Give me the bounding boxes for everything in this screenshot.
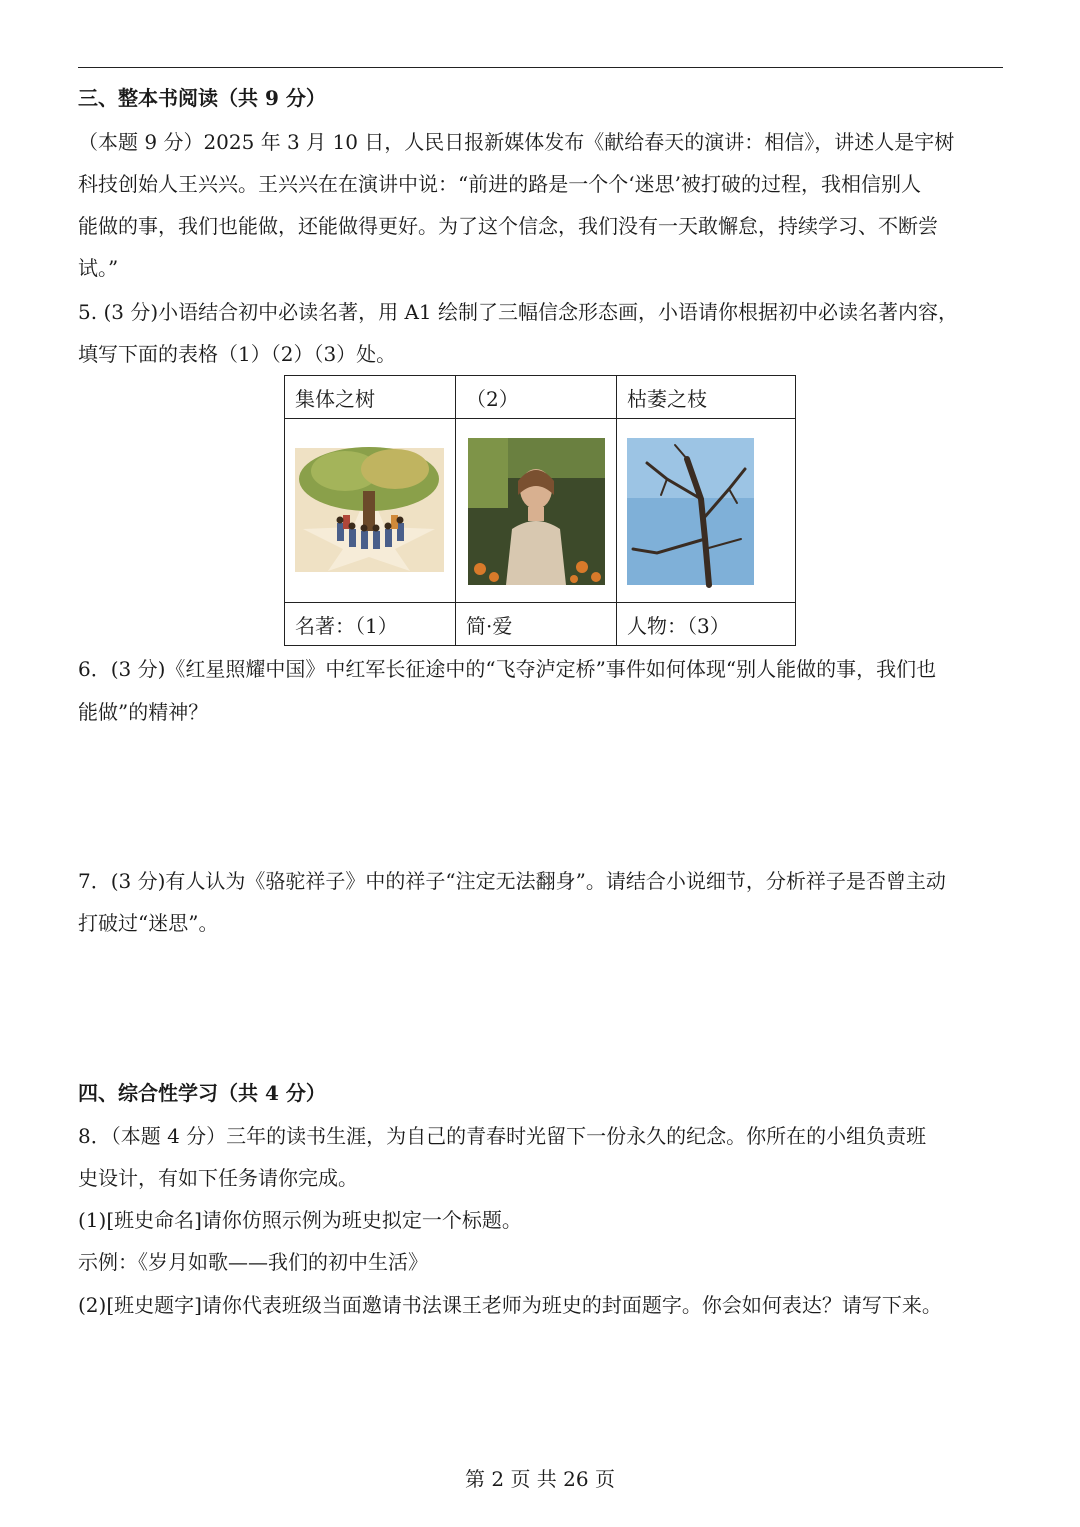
table-footer-cell: 名著：（1） xyxy=(285,603,456,646)
section3-title: 三、整本书阅读（共 9 分） xyxy=(78,86,326,110)
subquestion-2: (2)[班史题字]请你代表班级当面邀请书法课王老师为班史的封面题字。你会如何表达？请写下来。 xyxy=(78,1293,942,1317)
question-8-line: 史设计，有如下任务请你完成。 xyxy=(78,1166,358,1190)
table-image-cell xyxy=(285,419,456,603)
section4-title: 四、综合性学习（共 4 分） xyxy=(78,1081,326,1105)
question-6-line: 能做”的精神？ xyxy=(78,700,209,724)
intro-line: 科技创始人王兴兴。王兴兴在在演讲中说：“前进的路是一个个‘迷思’被打破的过程，我相信别人 xyxy=(78,172,921,196)
table-image-cell xyxy=(456,419,617,603)
intro-line: 试。” xyxy=(78,256,119,280)
table-header-cell: 枯萎之枝 xyxy=(617,376,796,419)
page-footer: 第 2 页 共 26 页 xyxy=(465,1467,615,1491)
top-rule xyxy=(78,67,1003,68)
question-7-line: 打破过“迷思”。 xyxy=(78,911,219,935)
intro-line: （本题 9 分）2025 年 3 月 10 日，人民日报新媒体发布《献给春天的演讲：相信》，讲述人是宇树 xyxy=(78,130,955,154)
belief-table xyxy=(284,375,796,646)
question-5-line: 5. (3 分)小语结合初中必读名著，用 A1 绘制了三幅信念形态画，小语请你根据初中必读名著内容， xyxy=(78,300,959,324)
tree-children-circle-image xyxy=(285,419,455,602)
table-image-cell xyxy=(617,419,796,603)
question-8-line: 8．（本题 4 分）三年的读书生涯，为自己的青春时光留下一份永久的纪念。你所在的小组负责班 xyxy=(78,1124,927,1148)
table-header-cell: （2） xyxy=(456,376,617,419)
question-6-line: 6．(3 分)《红星照耀中国》中红军长征途中的“飞夺泸定桥”事件如何体现“别人能做的事，我们也 xyxy=(78,657,937,681)
intro-line: 能做的事，我们也能做，还能做得更好。为了这个信念，我们没有一天敢懈怠，持续学习、不断尝 xyxy=(78,214,938,238)
subquestion-1: (1)[班史命名]请你仿照示例为班史拟定一个标题。 xyxy=(78,1208,522,1232)
question-5-line: 填写下面的表格（1）（2）（3）处。 xyxy=(78,342,397,366)
withered-branch-image xyxy=(617,419,795,602)
question-7-line: 7．(3 分)有人认为《骆驼祥子》中的祥子“注定无法翻身”。请结合小说细节，分析祥子是否曾主动 xyxy=(78,869,946,893)
table-footer-cell: 简·爱 xyxy=(456,603,617,646)
table-footer-cell: 人物：（3） xyxy=(617,603,796,646)
table-header-cell: 集体之树 xyxy=(285,376,456,419)
example-text: 示例：《岁月如歌——我们的初中生活》 xyxy=(78,1250,428,1274)
woman-garden-portrait-image xyxy=(456,419,616,602)
